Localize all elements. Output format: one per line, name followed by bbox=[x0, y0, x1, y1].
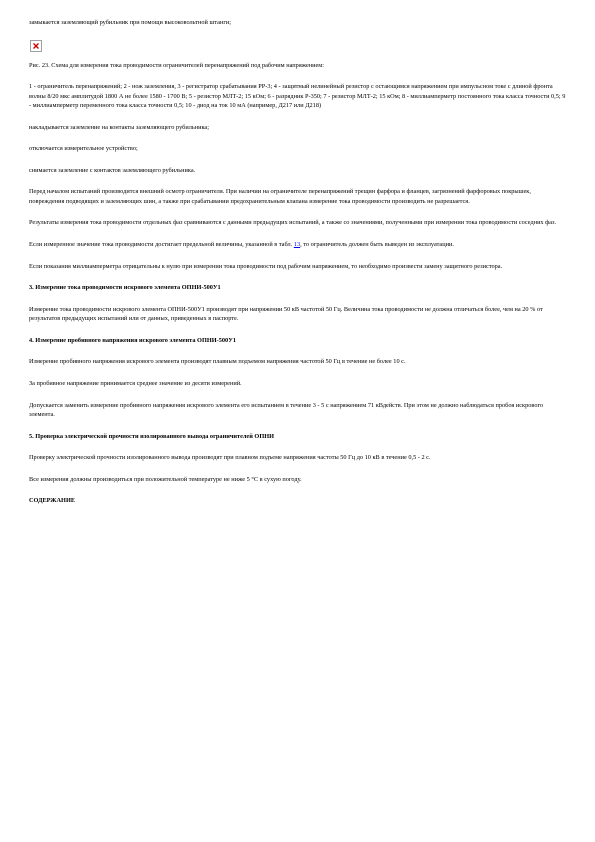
step-remove-grounding: снимается заземление с контактов заземляющего рубильника. bbox=[29, 166, 196, 174]
figure-legend: 1 - ограничитель перенапряжений; 2 - нож заземления, 3 - регистратор срабатывания РР-3; 4 - защитный нелинейный резистор с остающимся напряжением при импульсном токе с длиной фронта волны 8/20 мкс амплитудой 1800 А не более 1580 - 1700 В; 5 - резистор МЛТ-2; 15 кОм; 6 - разрядник Р-350; 7 - резистор МЛТ-2; 15 кОм; 8 - миллиамперметр постоянного тока класса точности 0,5; 9 - миллиамперметр переменного тока класса точности 0,5; 10 - диод на ток 10 мА (например, Д217 или Д218) bbox=[29, 83, 566, 109]
paragraph-section-3: Измерение тока проводимости искрового элемента ОПНИ-500У1 производят при напряжении 50 кВ частотой 50 Гц. Величина тока проводимости не должна отличаться более, чем на 20 % от результатов предыдущих испытаний или от данных, приведенных в паспорте. bbox=[29, 305, 543, 323]
paragraph-section-4c: Допускается заменить измерение пробивного напряжения искрового элемента его испытанием в течение 3 - 5 с напряжением 71 кВдейств. При этом не должно наблюдаться пробоя искрового элемента. bbox=[29, 401, 544, 418]
step-apply-grounding: накладывается заземление на контакты заземляющего рубильника; bbox=[29, 123, 209, 131]
paragraph-section-4a: Измерение пробивного напряжения искрового элемента производят плавным подъемом напряжения частотой 50 Гц в течение не более 10 с. bbox=[29, 358, 406, 366]
paragraph-results: Результаты измерения тока проводимости отдельных фаз сравниваются с данными предыдущих испытаний, а также со значениями, полученными при измерении тока проводимости соседних фаз. bbox=[29, 219, 557, 227]
heading-section-5: 5. Проверка электрической прочности изолированного вывода ограничителей ОПНИ bbox=[29, 432, 275, 440]
heading-section-3: 3. Измерение тока проводимости искрового элемента ОПНИ-500У1 bbox=[29, 284, 221, 292]
paragraph-limit-text: Если измеренное значение тока проводимости достигает предельной величины, указанной в табл. bbox=[29, 240, 293, 248]
figure-caption: Рис. 23. Схема для измерения тока проводимости ограничителей перенапряжений под рабочим напряжением: bbox=[29, 61, 325, 69]
paragraph-section-4b: За пробивное напряжение принимается среднее значение из десяти измерений. bbox=[29, 379, 242, 387]
text-line-grounding-switch: замыкается заземляющий рубильник при помощи высоковольтной штанги; bbox=[29, 19, 232, 26]
document-body bbox=[29, 18, 567, 518]
broken-image-icon bbox=[30, 40, 42, 52]
table-13-link[interactable]: 13 bbox=[293, 240, 301, 248]
contents-link[interactable]: СОДЕРЖАНИЕ bbox=[29, 497, 76, 505]
paragraph-limit-text-end: , то ограничитель должен быть выведен из эксплуатации. bbox=[300, 240, 454, 248]
paragraph-inspection: Перед началом испытаний производится внешний осмотр ограничителя. При наличии на ограничителе перенапряжений трещин фарфора и фланцев, загрязнений фарфоровых покрышек, повреждения подводящих и заземляющих шин, а также при срабатывании предохранительным клапана измерение тока проводимости производить не разрешается. bbox=[29, 188, 531, 205]
paragraph-meter: Если показания миллиамперметра отрицательны к нулю при измерении тока проводимости под рабочим напряжением, то необходимо произвести замену защитного резистора. bbox=[29, 262, 503, 270]
paragraph-section-5a: Проверку электрической прочности изолированного вывода производят при плавном подъеме напряжения частоты 50 Гц до 10 кВ в течение 0,5 - 2 с. bbox=[29, 454, 431, 462]
heading-section-4: 4. Измерение пробивного напряжения искрового элемента ОПНИ-500У1 bbox=[29, 336, 236, 344]
paragraph-section-5b: Все измерения должны производиться при положительной температуре не ниже 5 °С в сухую погоду. bbox=[29, 475, 302, 483]
step-disconnect-meter: отключается измерительное устройство; bbox=[29, 145, 138, 153]
paragraph-limit bbox=[29, 240, 567, 249]
